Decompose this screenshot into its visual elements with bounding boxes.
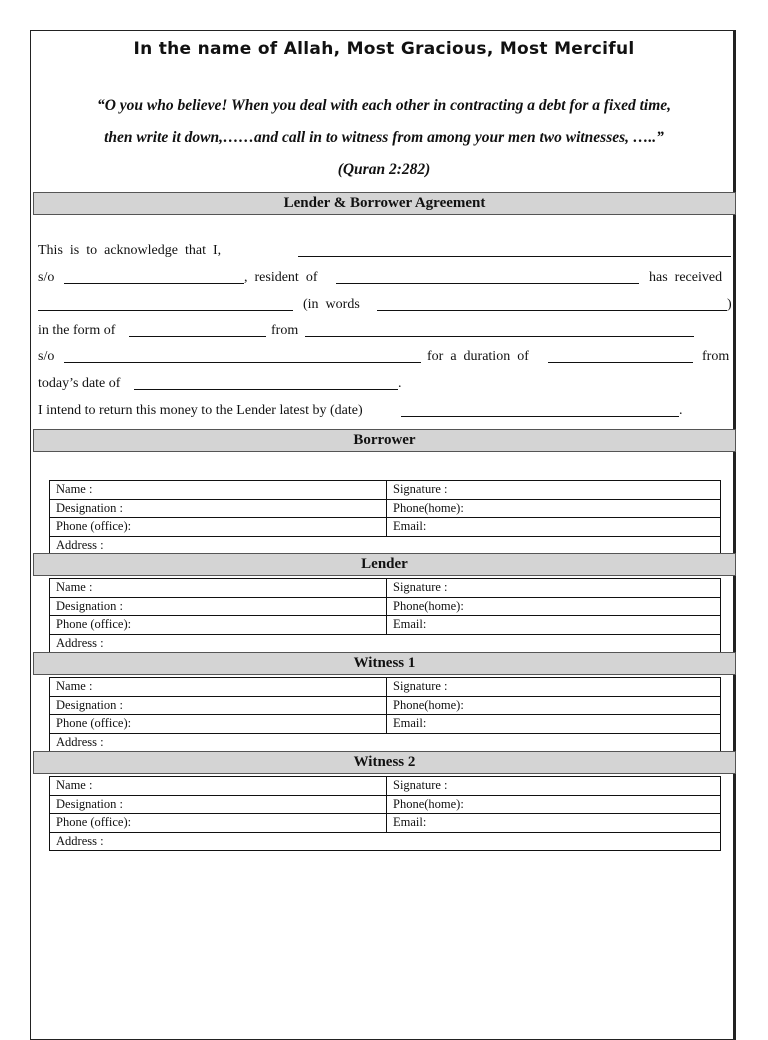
signature-cell[interactable]: Signature :: [387, 777, 721, 796]
amount-in-words-blank[interactable]: [377, 310, 727, 311]
phone-office-cell[interactable]: Phone (office):: [50, 616, 387, 635]
agreement-line-7: [38, 401, 731, 421]
resident-of-text: , resident of: [244, 270, 318, 285]
email-cell[interactable]: Email:: [387, 518, 721, 537]
amount-blank[interactable]: [38, 310, 293, 311]
table-row: [50, 634, 721, 653]
email-cell[interactable]: Email:: [387, 715, 721, 734]
duration-blank[interactable]: [548, 362, 693, 363]
quran-quote-line-1: “O you who believe! When you deal with each other in contracting a debt for a fixed time,: [96, 97, 672, 114]
form-blank[interactable]: [129, 336, 266, 337]
signature-cell[interactable]: Signature :: [387, 678, 721, 697]
acknowledge-text: This is to acknowledge that I,: [38, 243, 222, 258]
period-2: .: [679, 403, 683, 418]
table-row: [50, 518, 721, 537]
agreement-line-2: [38, 268, 731, 288]
table-row: [50, 814, 721, 833]
phone-office-cell[interactable]: Phone (office):: [50, 715, 387, 734]
designation-cell[interactable]: Designation :: [50, 499, 387, 518]
lender-info-table: [49, 578, 721, 653]
so-label: s/o: [38, 270, 55, 285]
table-row: [50, 777, 721, 796]
address-cell[interactable]: Address :: [50, 832, 721, 851]
table-row: [50, 795, 721, 814]
designation-cell[interactable]: Designation :: [50, 597, 387, 616]
phone-office-cell[interactable]: Phone (office):: [50, 518, 387, 537]
from-text: from: [271, 323, 299, 338]
designation-cell[interactable]: Designation :: [50, 795, 387, 814]
phone-home-cell[interactable]: Phone(home):: [387, 795, 721, 814]
phone-home-cell[interactable]: Phone(home):: [387, 597, 721, 616]
agreement-line-5: [38, 347, 731, 367]
witness-2-title-bar: Witness 2: [33, 751, 736, 774]
bismillah-heading: In the name of Allah, Most Gracious, Most Merciful: [133, 39, 635, 59]
signature-cell[interactable]: Signature :: [387, 481, 721, 500]
quran-quote-line-2: then write it down,……and call in to witness from among your men two witnesses, …..”: [104, 129, 664, 146]
lender-title-bar: Lender: [33, 553, 736, 576]
table-row: [50, 616, 721, 635]
agreement-title-bar: Lender & Borrower Agreement: [33, 192, 736, 215]
address-cell[interactable]: Address :: [50, 634, 721, 653]
table-row: [50, 733, 721, 752]
agreement-line-3: [38, 295, 731, 315]
table-row: [50, 678, 721, 697]
address-cell[interactable]: Address :: [50, 733, 721, 752]
table-row: [50, 499, 721, 518]
borrower-info-table: [49, 480, 721, 555]
return-date-blank[interactable]: [401, 416, 679, 417]
witness-2-info-table: [49, 776, 721, 851]
table-row: [50, 536, 721, 555]
father-name-blank[interactable]: [64, 283, 244, 284]
email-cell[interactable]: Email:: [387, 616, 721, 635]
todays-date-blank[interactable]: [134, 389, 398, 390]
agreement-line-4: [38, 321, 731, 341]
lender-name-blank[interactable]: [305, 336, 694, 337]
table-row: [50, 832, 721, 851]
table-row: [50, 696, 721, 715]
borrower-title-bar: Borrower: [33, 429, 736, 452]
todays-date-text: today’s date of: [38, 376, 121, 391]
signature-cell[interactable]: Signature :: [387, 579, 721, 598]
agreement-line-1: [38, 241, 731, 261]
name-cell[interactable]: Name :: [50, 579, 387, 598]
table-row: [50, 715, 721, 734]
designation-cell[interactable]: Designation :: [50, 696, 387, 715]
agreement-line-6: [38, 374, 731, 394]
name-cell[interactable]: Name :: [50, 777, 387, 796]
table-row: [50, 597, 721, 616]
in-words-text: (in words: [303, 297, 360, 312]
lender-father-blank[interactable]: [64, 362, 421, 363]
phone-home-cell[interactable]: Phone(home):: [387, 696, 721, 715]
witness-1-title-bar: Witness 1: [33, 652, 736, 675]
duration-text: for a duration of: [427, 349, 529, 364]
residence-blank[interactable]: [336, 283, 639, 284]
name-cell[interactable]: Name :: [50, 678, 387, 697]
has-received-text: has received: [649, 270, 723, 285]
phone-office-cell[interactable]: Phone (office):: [50, 814, 387, 833]
address-cell[interactable]: Address :: [50, 536, 721, 555]
email-cell[interactable]: Email:: [387, 814, 721, 833]
in-the-form-of-text: in the form of: [38, 323, 116, 338]
from-text-2: from: [702, 349, 730, 364]
phone-home-cell[interactable]: Phone(home):: [387, 499, 721, 518]
close-paren: ): [727, 297, 732, 312]
witness-1-info-table: [49, 677, 721, 752]
so-label-2: s/o: [38, 349, 55, 364]
table-row: [50, 481, 721, 500]
period-1: .: [398, 376, 402, 391]
name-cell[interactable]: Name :: [50, 481, 387, 500]
quran-citation: (Quran 2:282): [337, 161, 431, 178]
document-page: [30, 30, 736, 1040]
return-intent-text: I intend to return this money to the Lender latest by (date): [38, 403, 363, 418]
table-row: [50, 579, 721, 598]
borrower-name-blank[interactable]: [298, 256, 731, 257]
